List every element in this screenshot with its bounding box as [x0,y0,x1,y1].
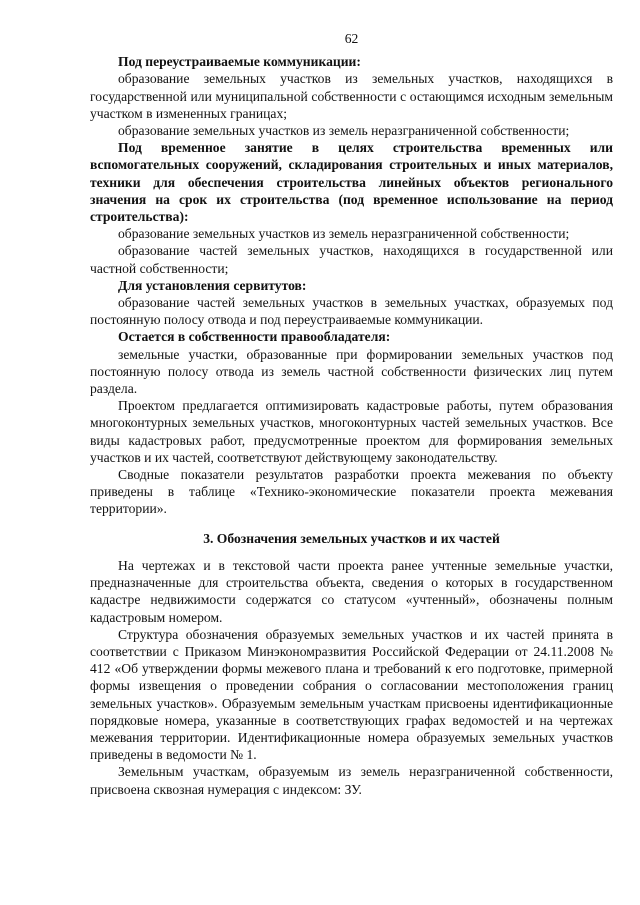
paragraph: Проектом предлагается оптимизировать кадастровые работы, путем образования многоконтурных земельных участков, многоконтурных частей земельных участков. Все виды кадастровых работ, предусмотренные проектом для формирования земельных участков и их частей, соответствуют действующему законодательству. [90,398,613,465]
paragraph: образование частей земельных участков в земельных участках, образуемых под постоянную полосу отвода и под переустраиваемые коммуникации. [90,295,613,328]
paragraph: образование частей земельных участков, находящихся в государственной или частной собственности; [90,243,613,276]
section-heading: 3. Обозначения земельных участков и их частей [203,530,500,546]
heading-temporary-occupation: Под временное занятие в целях строительства временных или вспомогательных сооружений, складирования строительных и иных материалов, техники для обеспечения строительства линейных объектов регионального значения на срок их строительства (под временное использование на период строительства): [90,140,613,225]
page-number: 62 [344,31,359,46]
paragraph: образование земельных участков из земель неразграниченной собственности; [118,226,570,242]
paragraph: земельные участки, образованные при формировании земельных участков под постоянную полосу отвода из земель частной собственности физических лиц путем раздела. [90,346,613,397]
paragraph: образование земельных участков из земель неразграниченной собственности; [118,123,570,139]
paragraph: Сводные показатели результатов разработки проекта межевания по объекту приведены в таблице «Технико-экономические показатели проекта межевания территории». [90,467,613,517]
paragraph: Структура обозначения образуемых земельных участков и их частей принята в соответствии с Приказом Минэкономразвития Российской Федерации от 24.11.2008 № 412 «Об утверждении формы межевого плана и требований к его подготовке, примерной формы извещения о проведении собрания о согласовании местоположения границ земельных участков». Образуемым земельным участкам присвоены идентификационные порядковые номера, указанные в соответствующих графах ведомостей и на чертежах межевания территории. Идентификационные номера образуемых земельных участков приведены в ведомости № 1. [90,626,613,763]
paragraph: Земельным участкам, образуемым из земель неразграниченной собственности, присвоена сквозная нумерация с индексом: ЗУ. [90,764,613,797]
paragraph: На чертежах и в текстовой части проекта ранее учтенные земельные участки, предназначенные для строительства объекта, сведения о которых в государственном кадастре недвижимости содержатся со статусом «учтенный», обозначены полным кадастровым номером. [90,557,613,625]
heading-reconstructed-communications: Под переустраиваемые коммуникации: [118,54,361,70]
paragraph: образование земельных участков из земельных участков, находящихся в государственной или муниципальной собственности с остающимся исходным земельным участком в измененных границах; [90,71,613,121]
document-page [90,30,613,798]
heading-servitudes: Для установления сервитутов: [118,277,307,293]
heading-remains-owner: Остается в собственности правообладателя: [118,329,391,345]
